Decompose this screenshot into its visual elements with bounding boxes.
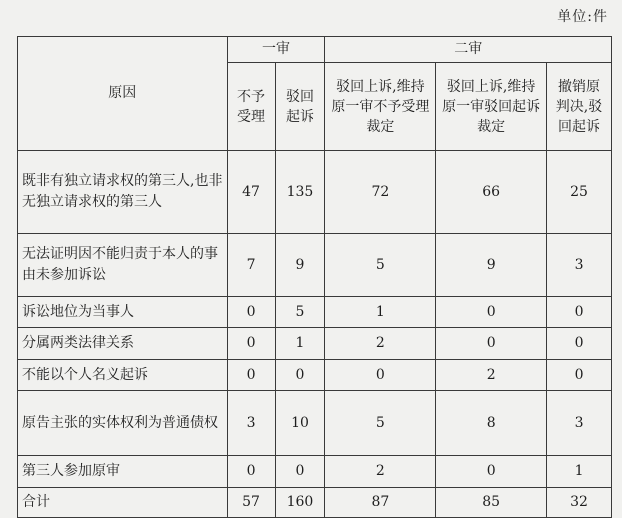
- table-cell: 0: [547, 297, 612, 328]
- table-cell: 66: [436, 151, 547, 234]
- table-cell: 0: [227, 297, 275, 328]
- table-cell: 0: [325, 360, 436, 391]
- total-row: [18, 488, 612, 518]
- table-row: [18, 391, 612, 456]
- row-label: 不能以个人名义起诉: [18, 360, 228, 391]
- table-row: [18, 360, 612, 391]
- table-row: [18, 151, 612, 234]
- table-cell: 160: [275, 488, 325, 518]
- table-cell: 8: [436, 391, 547, 456]
- header-col-4: 撤销原判决,驳回起诉: [547, 63, 612, 151]
- table-cell: 9: [436, 234, 547, 297]
- table-row: [18, 456, 612, 488]
- table-cell: 87: [325, 488, 436, 518]
- table-cell: 7: [227, 234, 275, 297]
- table-cell: 0: [547, 360, 612, 391]
- table-cell: 0: [227, 360, 275, 391]
- table-cell: 0: [227, 456, 275, 488]
- header-col-2: 驳回上诉,维持原一审不予受理裁定: [325, 63, 436, 151]
- table-cell: 85: [436, 488, 547, 518]
- row-label: 诉讼地位为当事人: [18, 297, 228, 328]
- row-label: 分属两类法律关系: [18, 328, 228, 360]
- table-cell: 32: [547, 488, 612, 518]
- table-cell: 0: [275, 360, 325, 391]
- table-cell: 3: [547, 391, 612, 456]
- table-cell: 5: [325, 391, 436, 456]
- table-cell: 0: [436, 328, 547, 360]
- header-first-instance: 一审: [227, 37, 325, 63]
- row-label: 无法证明因不能归责于本人的事由未参加诉讼: [18, 234, 228, 297]
- table-cell: 1: [547, 456, 612, 488]
- table-cell: 5: [275, 297, 325, 328]
- table-cell: 0: [227, 328, 275, 360]
- table-cell: 3: [547, 234, 612, 297]
- header-col-3: 驳回上诉,维持原一审驳回起诉裁定: [436, 63, 547, 151]
- table-cell: 1: [325, 297, 436, 328]
- header-col-0: 不予受理: [227, 63, 275, 151]
- row-label: 原告主张的实体权利为普通债权: [18, 391, 228, 456]
- table-cell: 72: [325, 151, 436, 234]
- table-cell: 0: [436, 456, 547, 488]
- table-cell: 2: [436, 360, 547, 391]
- table-row: [18, 328, 612, 360]
- table-cell: 9: [275, 234, 325, 297]
- table-cell: 3: [227, 391, 275, 456]
- table-cell: 57: [227, 488, 275, 518]
- row-label: 既非有独立请求权的第三人,也非无独立请求权的第三人: [18, 151, 228, 234]
- statistics-table: [17, 36, 612, 518]
- table-cell: 5: [325, 234, 436, 297]
- table-row: [18, 234, 612, 297]
- row-label: 第三人参加原审: [18, 456, 228, 488]
- table-row: [18, 297, 612, 328]
- header-col-1: 驳回起诉: [275, 63, 325, 151]
- header-second-instance: 二审: [325, 37, 612, 63]
- table-cell: 25: [547, 151, 612, 234]
- table-cell: 2: [325, 328, 436, 360]
- unit-label: 单位:件: [557, 9, 608, 25]
- table-cell: 0: [436, 297, 547, 328]
- row-label: 合计: [18, 488, 228, 518]
- table-cell: 1: [275, 328, 325, 360]
- table-cell: 135: [275, 151, 325, 234]
- header-reason: 原因: [18, 37, 228, 151]
- table-cell: 0: [275, 456, 325, 488]
- table-cell: 0: [547, 328, 612, 360]
- table-cell: 10: [275, 391, 325, 456]
- table-cell: 47: [227, 151, 275, 234]
- table-cell: 2: [325, 456, 436, 488]
